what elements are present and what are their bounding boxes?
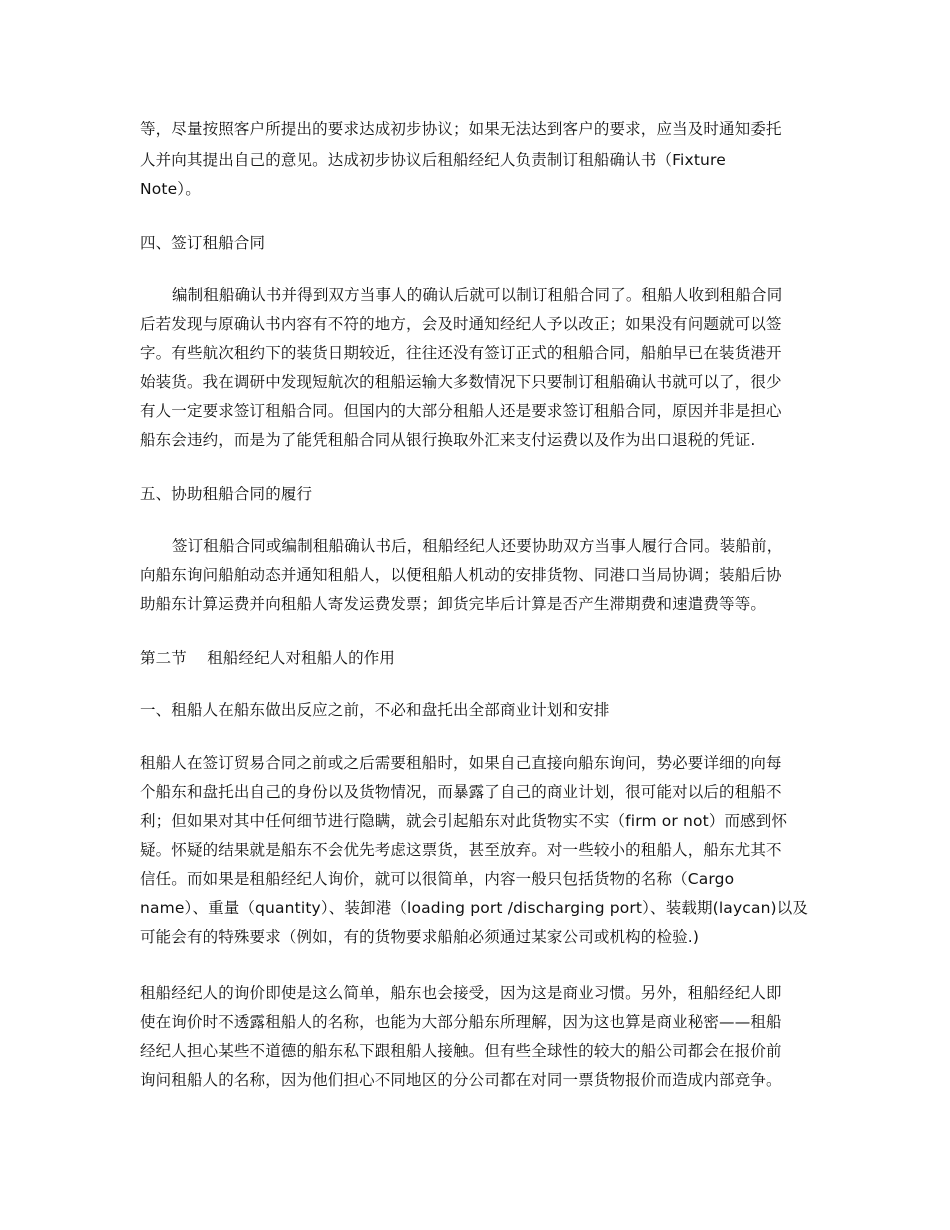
text-line: 有人一定要求签订租船合同。但国内的大部分租船人还是要求签订租船合同，原因并非是担心 [140,402,782,420]
text-line: 等，尽量按照客户所提出的要求达成初步协议；如果无法达到客户的要求，应当及时通知委托 [140,120,782,138]
section-heading: 五、协助租船合同的履行 [140,485,313,503]
text-line: 始装货。我在调研中发现短航次的租船运输大多数情况下只要制订租船确认书就可以了，很少 [140,373,782,391]
text-line: 个船东和盘托出自己的身份以及货物情况，而暴露了自己的商业计划，很可能对以后的租船不 [140,783,782,801]
text-line: 信任。而如果是租船经纪人询价，就可以很简单，内容一般只包括货物的名称（Cargo [140,870,735,888]
chapter-section-title: 第二节 租船经纪人对租船人的作用 [140,649,396,667]
text-line: 助船东计算运费并向租船人寄发运费发票；卸货完毕后计算是否产生滞期费和速遣费等等。 [140,595,767,613]
text-line: 疑。怀疑的结果就是船东不会优先考虑这票货，甚至放弃。对一些较小的租船人，船东尤其不 [140,841,782,859]
text-line: 使在询价时不透露租船人的名称，也能为大部分船东所理解，因为这也算是商业秘密——租船 [140,1013,782,1031]
text-line: 字。有些航次租约下的装货日期较近，往往还没有签订正式的租船合同，船舶早已在装货港开 [140,344,782,362]
text-line: name）、重量（quantity）、装卸港（loading port /discharging port）、装载期(laycan)以及 [140,899,809,917]
text-line: 后若发现与原确认书内容有不符的地方，会及时通知经纪人予以改正；如果没有问题就可以签 [140,315,782,333]
text-line: 船东会违约，而是为了能凭租船合同从银行换取外汇来支付运费以及作为出口退税的凭证. [140,431,756,449]
text-line: Note）。 [140,180,201,198]
text-line: 向船东询问船舶动态并通知租船人，以便租船人机动的安排货物、同港口当局协调；装船后协 [140,566,782,584]
text-line: 编制租船确认书并得到双方当事人的确认后就可以制订租船合同了。租船人收到租船合同 [172,286,783,304]
text-line: 经纪人担心某些不道德的船东私下跟租船人接触。但有些全球性的较大的船公司都会在报价前 [140,1042,782,1060]
section-heading: 四、签订租船合同 [140,234,266,252]
text-line: 利；但如果对其中任何细节进行隐瞒，就会引起船东对此货物实不实（firm or not）而感到怀 [140,812,788,830]
text-line: 签订租船合同或编制租船确认书后，租船经纪人还要协助双方当事人履行合同。装船前， [172,537,783,555]
section-heading: 一、租船人在船东做出反应之前，不必和盘托出全部商业计划和安排 [140,701,610,719]
text-line: 人并向其提出自己的意见。达成初步协议后租船经纪人负责制订租船确认书（Fixture [140,151,726,169]
text-line: 租船人在签订贸易合同之前或之后需要租船时，如果自己直接向船东询问，势必要详细的向每 [140,754,782,772]
text-line: 租船经纪人的询价即使是这么简单，船东也会接受，因为这是商业习惯。另外，租船经纪人即 [140,984,782,1002]
text-line: 可能会有的特殊要求（例如，有的货物要求船舶必须通过某家公司或机构的检验.) [140,928,700,946]
text-line: 询问租船人的名称，因为他们担心不同地区的分公司都在对同一票货物报价而造成内部竞争。 [140,1071,782,1089]
